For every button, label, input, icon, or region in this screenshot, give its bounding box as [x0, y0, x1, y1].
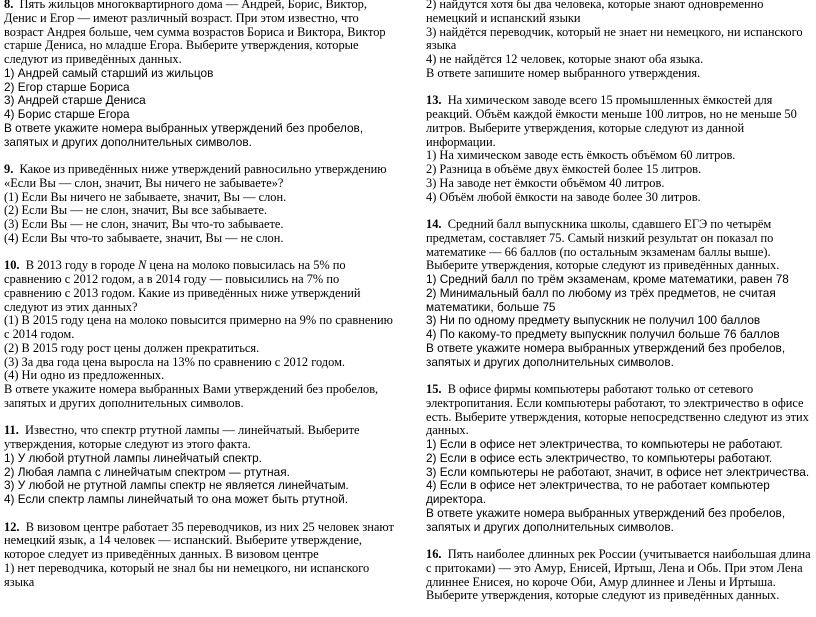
task-9 — [4, 163, 394, 246]
task-10-option: (1) В 2015 году цена на молоко повысится примерно на 9% по сравнению с 2014 годом. — [4, 313, 393, 341]
task-12-option: 3) найдётся переводчик, который не знает ни немецкого, ни испанского языка — [426, 24, 803, 53]
task-11-option: 3) У любой не ртутной лампы спектр не является линейчатым. — [4, 478, 349, 493]
task-8 — [4, 0, 394, 149]
task-16-number: 16. — [426, 547, 442, 561]
task-13-option: 2) Разница в объёме двух ёмкостей более 15 литров. — [426, 162, 702, 176]
task-12-option: 2) найдутся хотя бы два человека, которые знают одновременно немецкий и испанский языки — [426, 0, 764, 25]
task-13-option: 4) Объём любой ёмкости на заводе более 30 литров. — [426, 189, 701, 204]
task-9-option: (3) Если Вы — не слон, значит, Вы что-то забываете. — [4, 217, 284, 231]
city-variable: N — [138, 258, 147, 273]
task-15-intro: 15. В офисе фирмы компьютеры работают только от сетевого электропитания. Если компьютеры работают, то электричество в офисе есть. Выберите утверждения, которые непосредственно следуют из этих данных. — [426, 382, 809, 438]
task-8-intro: 8. Пять жильцов многоквартирного дома — Андрей, Борис, Виктор, Денис и Егор — имеют различный возраст. При этом известно, что возраст Андрея больше, чем сумма возрастов Бориса и Виктора, Виктор старше Дениса, но младше Егора. Выберите утверждения, которые следуют из приведённых данных. — [4, 0, 394, 67]
task-12-intro: 12. В визовом центре работает 35 переводчиков, из них 25 человек знают немецкий язык, а 14 человек — испанский. Выберите утверждение, которое следует из приведённых данных. В визовом центре — [4, 519, 394, 561]
task-14-number: 14. — [426, 217, 442, 231]
task-11-intro: 11. Известно, что спектр ртутной лампы — линейчатый. Выберите утверждения, которые следуют из этого факта. — [4, 423, 360, 451]
task-10-answer-instruction: В ответе укажите номера выбранных Вами утверждений без пробелов, запятых и других дополнительных символов. — [4, 382, 379, 410]
task-8-answer-instruction: В ответе укажите номера выбранных утверждений без пробелов, запятых и других дополнительных символов. — [4, 120, 364, 149]
task-10-intro: 10. В 2013 году в городе N цена на молоко повысилась на 5% по сравнению с 2012 годом, а в 2014 году — повысились на 7% по сравнению с 2013 годом. Какие из приведённых ниже утверждений следуют из этих данных? — [4, 258, 361, 314]
task-14-option: 2) Минимальный балл по любому из трёх предметов, не считая математики, больше 75 — [426, 285, 776, 314]
task-15-number: 15. — [426, 382, 442, 396]
task-8-option: 2) Егор старше Бориса — [4, 79, 130, 94]
task-12 — [4, 521, 394, 590]
task-13 — [426, 94, 812, 204]
task-10-number: 10. — [4, 258, 20, 273]
task-8-option: 3) Андрей старше Дениса — [4, 93, 146, 108]
task-11-option: 1) У любой ртутной лампы линейчатый спектр. — [4, 450, 262, 465]
task-14-intro: 14. Средний балл выпускника школы, сдавшего ЕГЭ по четырём предметам, составляет 75. Самый низкий результат он показал по математике — 66 баллов (по остальным экзаменам баллы выше). Выберите утверждения, которые следуют из приведённых данных. — [426, 217, 780, 273]
task-13-option: 3) На заводе нет ёмкости объёмом 40 литров. — [426, 175, 665, 190]
task-9-option: (1) Если Вы ничего не забываете, значит, Вы — слон. — [4, 189, 287, 204]
task-9-option: (4) Если Вы что-то забываете, значит, Вы — не слон. — [4, 230, 284, 245]
task-10-option: (3) За два года цена выросла на 13% по сравнению с 2012 годом. — [4, 354, 346, 369]
task-8-number: 8. — [4, 0, 14, 11]
task-12-option: 1) нет переводчика, который не знал бы ни немецкого, ни испанского языка — [4, 560, 370, 589]
task-9-number: 9. — [4, 162, 14, 176]
task-10-option: (4) Ни одно из предложенных. — [4, 368, 165, 383]
task-15-option: 4) Если в офисе нет электричества, то не работает компьютер директора. — [426, 478, 770, 506]
task-9-intro: 9. Какое из приведённых ниже утверждений равносильно утверждению «Если Вы — слон, значит, Вы ничего не забываете»? — [4, 162, 387, 190]
task-13-option: 1) На химическом заводе есть ёмкость объёмом 60 литров. — [426, 148, 736, 163]
task-10 — [4, 259, 394, 410]
task-12-continued — [426, 0, 812, 81]
task-16-intro: 16. Пять наиболее длинных рек России (учитывается наибольшая длина с притоками) — это Амур, Енисей, Иртыш, Лена и Обь. При этом Лена длиннее Енисея, но короче Оби, Амур длиннее и Лены и Иртыша. Выберите утверждения, которые следуют из приведённых данных. — [426, 547, 811, 603]
task-11-option: 4) Если спектр лампы линейчатый то она может быть ртутной. — [4, 492, 349, 506]
task-15-option: 3) Если компьютеры не работают, значит, в офисе нет электричества. — [426, 464, 810, 479]
task-8-option: 4) Борис старше Егора — [4, 107, 130, 121]
task-10-option: (2) В 2015 году рост цены должен прекратиться. — [4, 340, 260, 355]
task-11-option: 2) Любая лампа с линейчатым спектром — ртутная. — [4, 464, 290, 479]
task-14-option: 3) Ни по одному предмету выпускник не получил 100 баллов — [426, 313, 761, 328]
task-15-option: 2) Если в офисе есть электричество, то компьютеры работают. — [426, 450, 773, 465]
task-11-number: 11. — [4, 423, 19, 438]
right-column — [426, 0, 812, 617]
task-12-answer-instruction: В ответе запишите номер выбранного утверждения. — [426, 65, 701, 80]
task-9-option: (2) Если Вы — не слон, значит, Вы все забываете. — [4, 203, 268, 218]
task-15-option: 1) Если в офисе нет электричества, то компьютеры не работают. — [426, 437, 783, 451]
task-15-answer-instruction: В ответе укажите номера выбранных утверждений без пробелов, запятых и других дополнительных символов. — [426, 505, 786, 534]
task-14-answer-instruction: В ответе укажите номера выбранных утверждений без пробелов, запятых и других дополнительных символов. — [426, 340, 786, 369]
task-15 — [426, 383, 812, 534]
task-13-intro: 13. На химическом заводе всего 15 промышленных ёмкостей для реакций. Объём каждой ёмкости меньше 100 литров, но не меньше 50 литров. Выберите утверждения, которые следуют из данной информации. — [426, 93, 797, 149]
task-16 — [426, 548, 812, 603]
task-8-option: 1) Андрей самый старший из жильцов — [4, 65, 214, 80]
task-12-option: 4) не найдётся 12 человек, которые знают оба языка. — [426, 52, 704, 66]
task-12-number: 12. — [4, 519, 20, 534]
task-11 — [4, 424, 394, 507]
task-14 — [426, 218, 812, 369]
task-14-option: 1) Средний балл по трём экзаменам, кроме математики, равен 78 — [426, 272, 789, 286]
task-14-option: 4) По какому-то предмету выпускник получил больше 76 баллов — [426, 327, 780, 341]
left-column — [4, 0, 394, 603]
task-13-number: 13. — [426, 93, 442, 108]
